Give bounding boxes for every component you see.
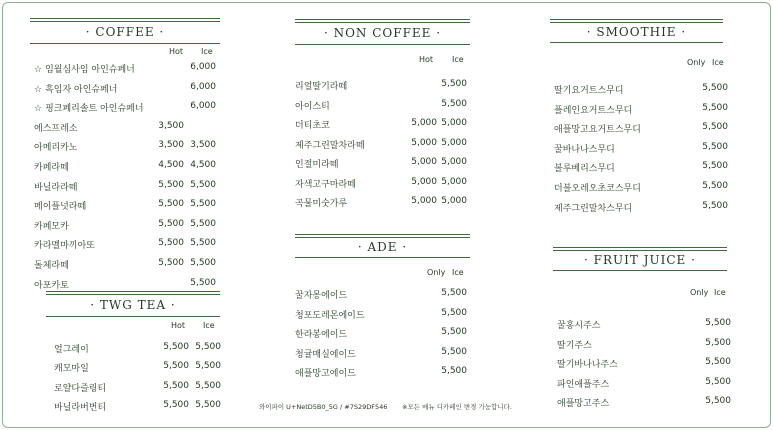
twg-ice-label: Ice bbox=[203, 321, 215, 330]
item-name: 제주그린말차스무디 bbox=[554, 203, 633, 214]
smoothie-ice-label: Ice bbox=[712, 58, 724, 67]
menu-item bbox=[295, 138, 470, 152]
menu-item bbox=[550, 122, 728, 136]
noncoffee-section bbox=[295, 19, 470, 209]
hot-price: 5,500 bbox=[158, 258, 184, 268]
menu-item bbox=[30, 238, 220, 252]
item-price: 5,500 bbox=[702, 200, 728, 211]
menu-item bbox=[295, 308, 470, 322]
juice-section bbox=[553, 247, 731, 409]
juice-only-label: Only bbox=[690, 288, 709, 297]
menu-item bbox=[30, 160, 220, 174]
item-name: 꿀홍시주스 bbox=[557, 321, 601, 331]
menu-item bbox=[46, 342, 220, 356]
menu-item bbox=[295, 79, 470, 93]
item-name-text: 아이스티 bbox=[295, 101, 330, 112]
ade-header bbox=[295, 234, 470, 258]
ade-ice-label: Ice bbox=[452, 268, 464, 277]
item-name bbox=[295, 99, 330, 112]
twg-title: · TWG TEA · bbox=[90, 298, 176, 312]
item-name: 애플망고주스 bbox=[557, 399, 610, 409]
noncoffee-title: · NON COFFEE · bbox=[323, 26, 442, 40]
item-price: 5,500 bbox=[705, 337, 731, 348]
menu-item bbox=[30, 180, 220, 194]
star-icon: ☆ bbox=[34, 65, 43, 75]
item-name-text: 인절미라떼 bbox=[295, 160, 339, 170]
hot-price: 5,500 bbox=[158, 218, 184, 229]
hot-price: 5,500 bbox=[163, 380, 189, 391]
item-name bbox=[54, 342, 89, 355]
menu-item bbox=[295, 177, 470, 191]
menu-item bbox=[553, 357, 731, 371]
ice-price: 5,500 bbox=[190, 218, 216, 229]
menu-item bbox=[46, 400, 220, 414]
menu-item bbox=[553, 376, 731, 391]
item-name-text: 리얼딸기라떼 bbox=[295, 82, 348, 92]
hot-price: 5,500 bbox=[163, 361, 189, 372]
decaf-note: ※모든 메뉴 디카페인 변경 가능합니다. bbox=[402, 403, 512, 411]
item-name bbox=[295, 196, 347, 209]
item-name: 청귤매실에이드 bbox=[295, 349, 356, 360]
item-name bbox=[54, 361, 89, 374]
item-price: 5,500 bbox=[705, 376, 731, 387]
item-name bbox=[34, 199, 86, 212]
item-price: 5,500 bbox=[702, 122, 728, 133]
item-name: 꿀바나나스무디 bbox=[554, 144, 615, 155]
item-name-text: 흑임자 아인슈페너 bbox=[45, 84, 118, 95]
item-name bbox=[34, 82, 118, 95]
item-name bbox=[34, 180, 77, 193]
item-name bbox=[34, 62, 135, 75]
item-name-text: 바닐라버번티 bbox=[54, 402, 107, 413]
ice-price: 5,500 bbox=[441, 98, 467, 109]
item-name bbox=[295, 157, 338, 170]
menu-item bbox=[295, 118, 470, 132]
menu-item bbox=[30, 219, 220, 233]
item-name: 플레인요거트스무디 bbox=[554, 105, 633, 116]
item-price: 5,500 bbox=[702, 141, 728, 152]
noncoffee-ice-label: Ice bbox=[452, 55, 464, 64]
ice-price: 5,500 bbox=[190, 179, 216, 190]
item-name-text: 얼그레이 bbox=[54, 345, 89, 355]
item-name bbox=[34, 101, 144, 114]
item-name-text: 카페라떼 bbox=[34, 163, 69, 173]
ice-price: 6,000 bbox=[190, 101, 216, 112]
item-name bbox=[34, 219, 69, 232]
ade-title: · ADE · bbox=[357, 240, 408, 254]
menu-item bbox=[30, 101, 220, 115]
ice-price: 5,000 bbox=[441, 157, 467, 167]
twg-header bbox=[46, 291, 220, 317]
noncoffee-hot-label: Hot bbox=[419, 55, 434, 64]
hot-price: 3,500 bbox=[158, 120, 184, 131]
menu-item bbox=[550, 141, 728, 156]
menu-item bbox=[295, 157, 470, 171]
coffee-title: · COFFEE · bbox=[85, 25, 165, 39]
menu-item bbox=[553, 337, 731, 352]
item-name-text: 에스프레소 bbox=[34, 123, 78, 134]
item-name: 더블오레오초코스무디 bbox=[554, 184, 641, 194]
item-price: 5,500 bbox=[441, 307, 467, 318]
item-name-text: 더티초코 bbox=[295, 121, 330, 131]
ice-price: 5,500 bbox=[195, 342, 221, 352]
wifi-info: 와이파이 U+NetD5B0_5G / #7S29DF546 bbox=[259, 403, 388, 411]
noncoffee-header bbox=[295, 19, 470, 45]
item-name bbox=[54, 381, 106, 394]
item-name: 블루베리스무디 bbox=[554, 164, 615, 175]
item-name: 꿀자몽에이드 bbox=[295, 291, 348, 301]
item-name bbox=[34, 140, 77, 153]
ice-price: 5,500 bbox=[190, 277, 216, 288]
menu-item bbox=[30, 140, 220, 154]
twg-hot-label: Hot bbox=[171, 321, 186, 330]
ice-price: 6,000 bbox=[190, 81, 216, 92]
hot-price: 5,500 bbox=[163, 399, 189, 410]
hot-price: 5,500 bbox=[163, 342, 189, 352]
item-price: 5,500 bbox=[441, 288, 467, 298]
item-price: 5,500 bbox=[702, 83, 728, 93]
menu-item bbox=[550, 102, 728, 117]
menu-item bbox=[295, 99, 470, 113]
juice-ice-label: Ice bbox=[714, 288, 726, 297]
item-price: 5,500 bbox=[705, 318, 731, 328]
ice-price: 5,000 bbox=[441, 137, 467, 148]
item-name bbox=[34, 278, 69, 291]
item-name-text: 캐모마일 bbox=[54, 364, 89, 375]
item-name: 애플망고요거트스무디 bbox=[554, 125, 641, 136]
menu-item bbox=[550, 161, 728, 175]
item-price: 5,500 bbox=[441, 366, 467, 376]
juice-title: · FRUIT JUICE · bbox=[584, 253, 696, 267]
menu-item bbox=[550, 181, 728, 195]
menu-item bbox=[30, 278, 220, 292]
ice-price: 5,500 bbox=[195, 399, 221, 410]
menu-item bbox=[550, 200, 728, 215]
item-name bbox=[34, 258, 69, 271]
ice-price: 3,500 bbox=[190, 140, 216, 151]
item-price: 5,500 bbox=[702, 181, 728, 191]
menu-item bbox=[46, 361, 220, 375]
star-icon: ☆ bbox=[34, 104, 43, 115]
hot-price: 5,500 bbox=[158, 199, 184, 210]
twg-section bbox=[46, 291, 221, 413]
ade-only-label: Only bbox=[427, 268, 446, 277]
menu-item bbox=[553, 396, 731, 410]
item-name-text: 메이플넛라떼 bbox=[34, 202, 87, 213]
coffee-ice-label: Ice bbox=[201, 47, 213, 56]
item-name bbox=[34, 238, 95, 251]
hot-price: 5,500 bbox=[158, 179, 184, 190]
hot-price: 5,000 bbox=[411, 118, 437, 128]
item-name bbox=[295, 138, 365, 151]
item-name-text: 자색고구마라떼 bbox=[295, 179, 356, 190]
hot-price: 5,000 bbox=[411, 196, 437, 206]
item-name-text: 핑크페리솔트 아인슈페너 bbox=[45, 104, 144, 115]
hot-price: 3,500 bbox=[158, 140, 184, 151]
item-name: 딸기바나나주스 bbox=[557, 360, 618, 370]
item-name: 딸기주스 bbox=[557, 340, 592, 351]
ice-price: 5,500 bbox=[190, 258, 216, 268]
menu-item bbox=[295, 366, 470, 380]
item-name-text: 바닐라라떼 bbox=[34, 182, 78, 193]
hot-price: 5,000 bbox=[411, 176, 437, 187]
item-name-text: 카페모카 bbox=[34, 221, 69, 232]
item-name bbox=[295, 118, 330, 131]
hot-price: 4,500 bbox=[158, 160, 184, 170]
item-price: 5,500 bbox=[441, 327, 467, 337]
smoothie-section bbox=[550, 19, 728, 214]
item-name-text: 로얄다즐링티 bbox=[54, 383, 107, 394]
ice-price: 5,500 bbox=[190, 238, 216, 249]
item-name-text: 아포카토 bbox=[34, 280, 69, 291]
menu-item bbox=[295, 327, 470, 341]
ice-price: 5,500 bbox=[195, 361, 221, 372]
item-name-text: 돌체라떼 bbox=[34, 261, 69, 271]
item-name-text: 카라멜마끼아또 bbox=[34, 241, 95, 252]
item-name bbox=[54, 400, 106, 413]
smoothie-header bbox=[550, 19, 723, 43]
menu-item bbox=[553, 318, 731, 332]
item-name: 딸기요거트스무디 bbox=[554, 86, 624, 96]
menu-item bbox=[46, 381, 220, 395]
hot-price: 5,000 bbox=[411, 137, 437, 148]
coffee-section bbox=[30, 18, 220, 291]
item-price: 5,500 bbox=[705, 396, 731, 406]
ice-price: 5,000 bbox=[441, 196, 467, 206]
item-name bbox=[295, 79, 347, 92]
coffee-hot-label: Hot bbox=[169, 47, 184, 56]
ice-price: 5,500 bbox=[195, 380, 221, 391]
item-name: 청포도레몬에이드 bbox=[295, 310, 365, 321]
hot-price: 5,500 bbox=[158, 238, 184, 249]
item-name: 한라봉에이드 bbox=[295, 330, 348, 340]
item-price: 5,500 bbox=[705, 357, 731, 367]
menu-item bbox=[30, 199, 220, 213]
menu-item bbox=[30, 62, 220, 76]
juice-header bbox=[553, 247, 727, 271]
menu-item bbox=[30, 82, 220, 96]
smoothie-only-label: Only bbox=[687, 58, 706, 67]
item-price: 5,500 bbox=[702, 161, 728, 172]
item-name-text: 제주그린말차라떼 bbox=[295, 140, 365, 151]
item-name-text: 임월심사임 아인슈페너 bbox=[45, 65, 135, 75]
ice-price: 5,500 bbox=[190, 199, 216, 210]
menu-item bbox=[295, 196, 470, 210]
item-price: 5,500 bbox=[441, 346, 467, 357]
item-name-text: 아메리카노 bbox=[34, 143, 78, 154]
smoothie-title: · SMOOTHIE · bbox=[586, 25, 687, 39]
menu-item bbox=[295, 288, 470, 302]
menu-item bbox=[30, 121, 220, 135]
coffee-header bbox=[30, 18, 220, 44]
item-name bbox=[34, 160, 69, 173]
ice-price: 5,500 bbox=[441, 79, 467, 89]
item-name bbox=[34, 121, 77, 134]
item-price: 5,500 bbox=[702, 102, 728, 113]
ice-price: 5,000 bbox=[441, 176, 467, 187]
item-name bbox=[295, 177, 356, 190]
ice-price: 6,000 bbox=[190, 62, 216, 72]
menu-item bbox=[30, 258, 220, 272]
item-name: 파인애플주스 bbox=[557, 379, 610, 390]
item-name: 애플망고에이드 bbox=[295, 369, 356, 379]
ade-section bbox=[295, 234, 470, 379]
hot-price: 5,000 bbox=[411, 157, 437, 167]
menu-item bbox=[550, 83, 728, 97]
menu-item bbox=[295, 347, 470, 361]
star-icon: ☆ bbox=[34, 84, 43, 95]
item-name-text: 곡물미숫가루 bbox=[295, 199, 348, 209]
ice-price: 5,000 bbox=[441, 118, 467, 128]
ice-price: 4,500 bbox=[190, 160, 216, 170]
